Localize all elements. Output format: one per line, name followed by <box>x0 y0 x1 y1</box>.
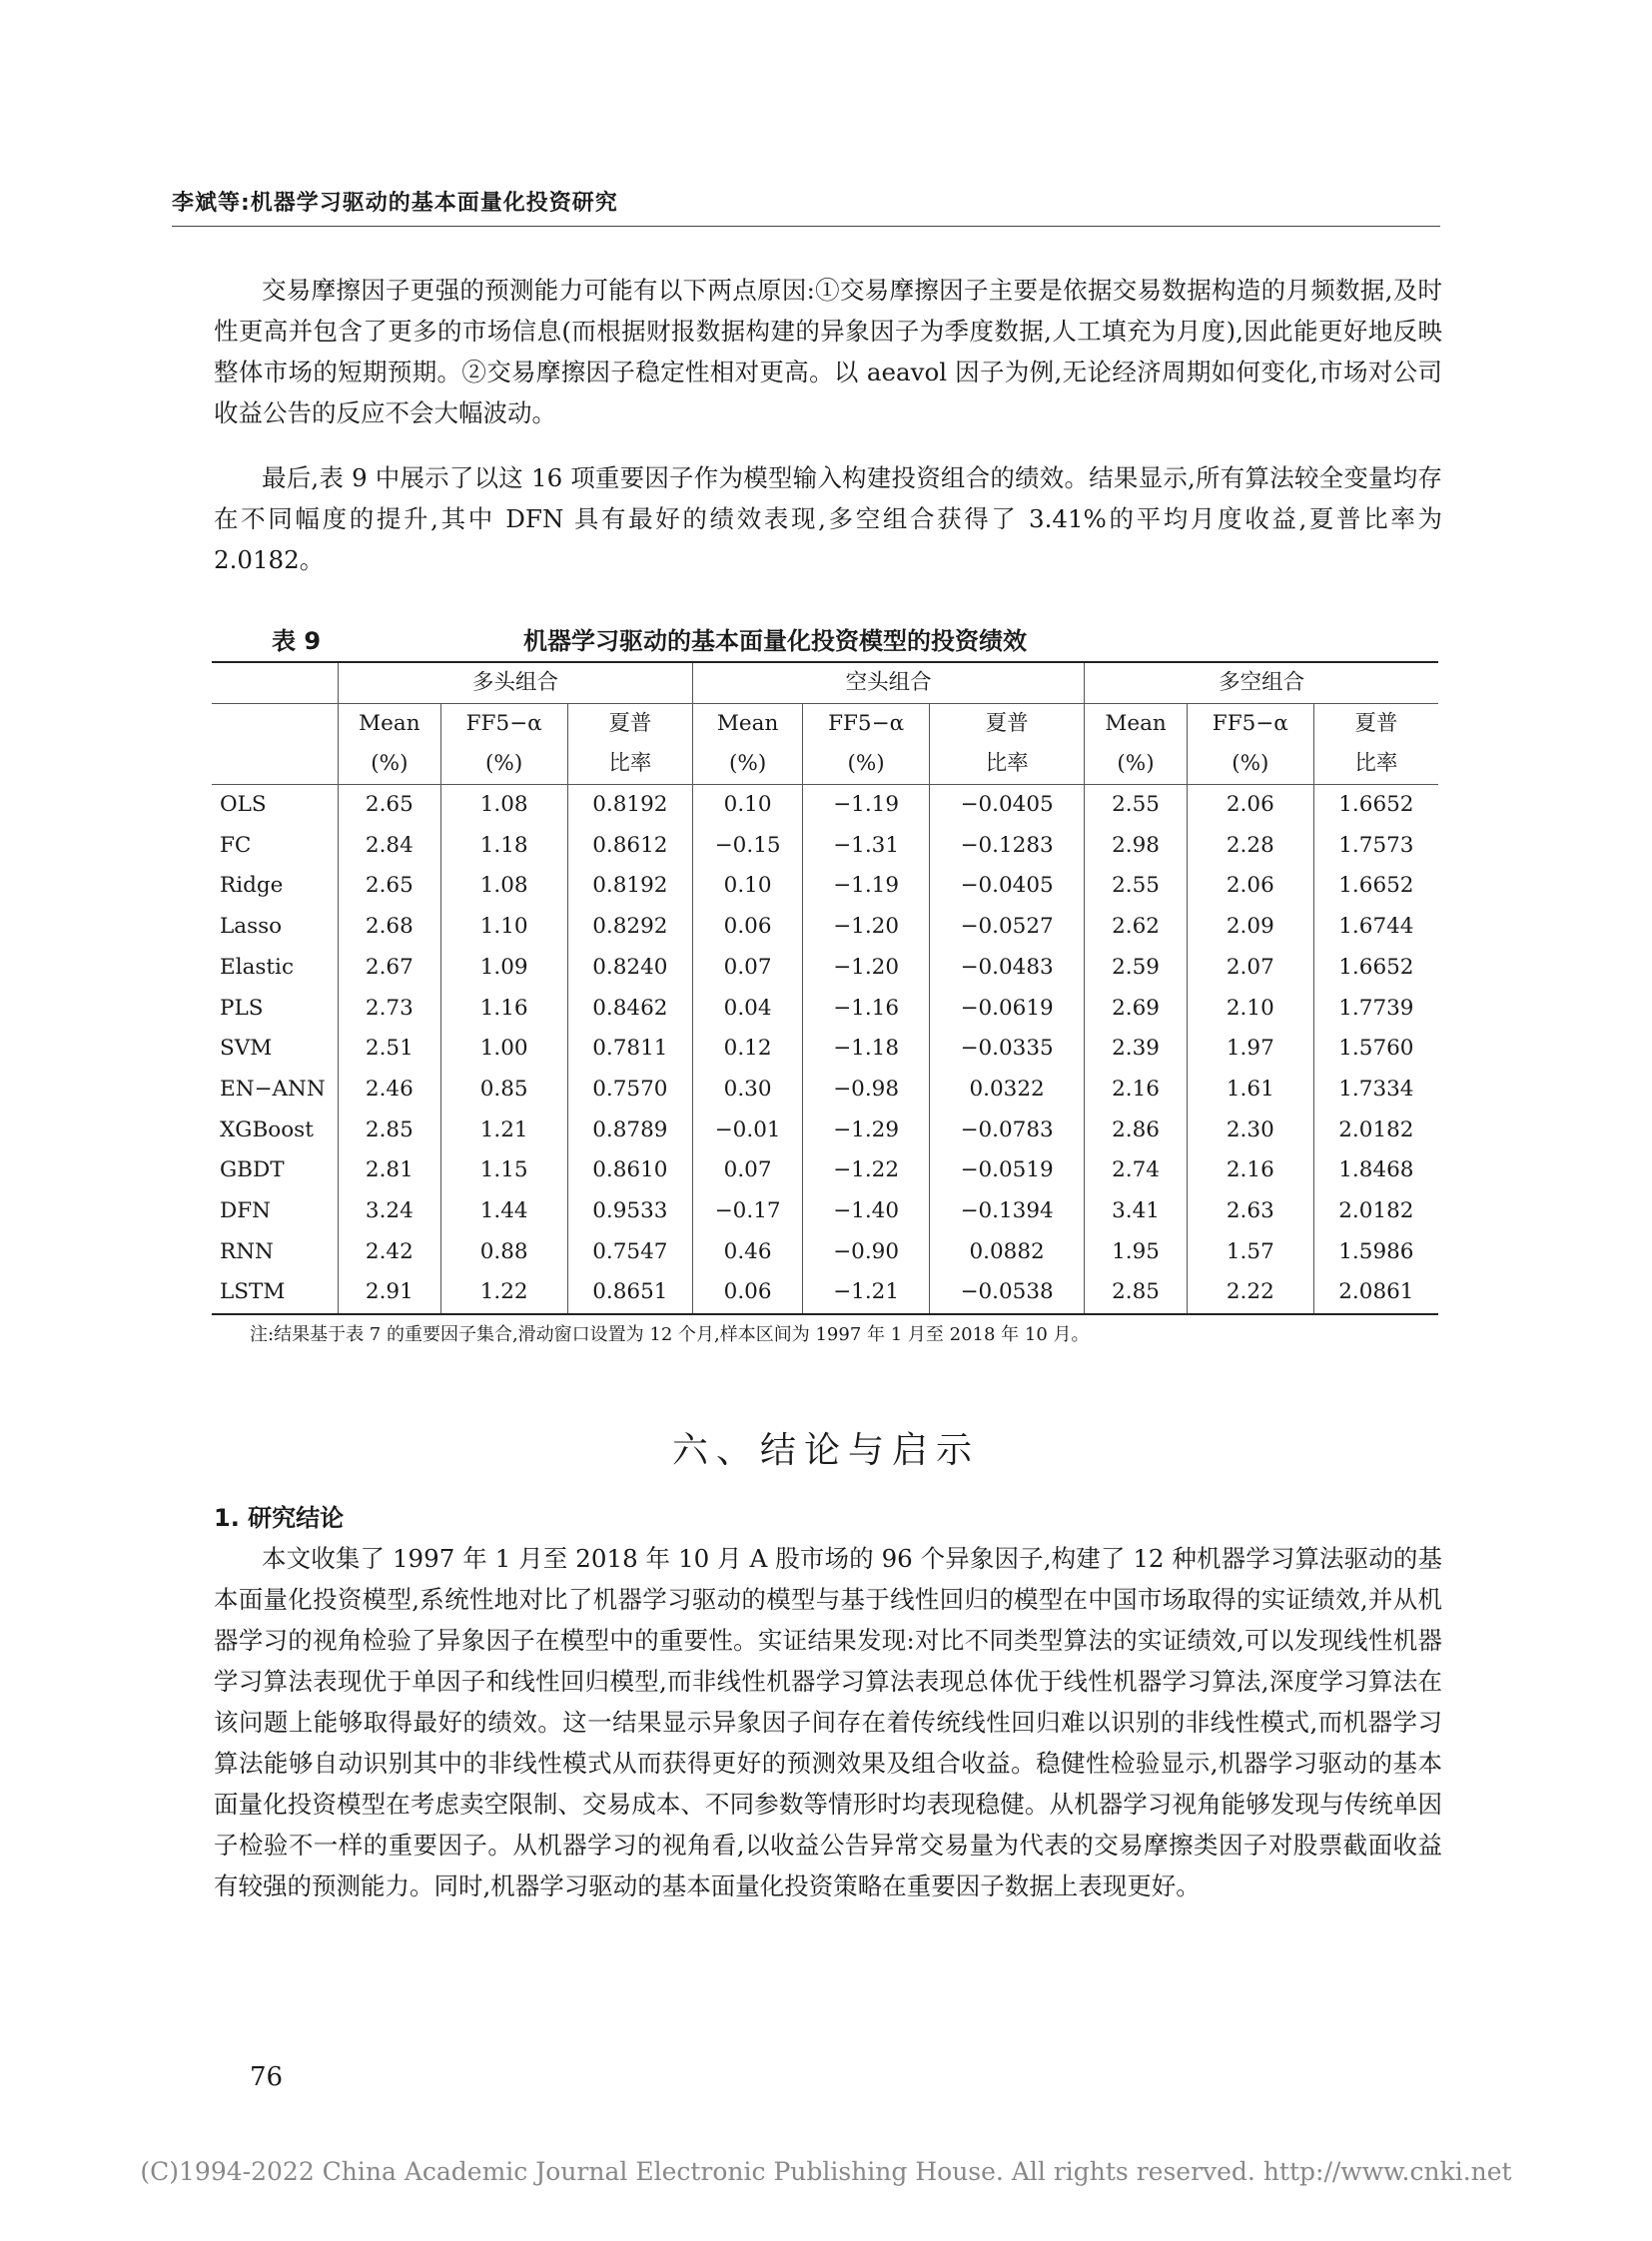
table-cell: 1.08 <box>440 866 567 907</box>
col-header: 夏普 <box>567 704 692 745</box>
table-cell: −0.0527 <box>930 907 1085 948</box>
col-header: Mean <box>339 704 441 745</box>
table-cell: 2.69 <box>1085 989 1188 1030</box>
table-cell: −0.15 <box>693 826 803 867</box>
col-unit: (%) <box>693 744 803 785</box>
table-cell: 0.10 <box>693 866 803 907</box>
col-unit: (%) <box>339 744 441 785</box>
table-cell: 1.22 <box>440 1272 567 1314</box>
table-row <box>212 907 1438 948</box>
table-row <box>212 1191 1438 1232</box>
table-cell: −0.0405 <box>930 785 1085 826</box>
table-cell: −0.0783 <box>930 1111 1085 1151</box>
table-cell: 0.7570 <box>567 1070 692 1111</box>
row-model-name: GBDT <box>220 1157 285 1183</box>
table-cell: 2.65 <box>339 866 441 907</box>
row-model-name: Lasso <box>220 914 283 940</box>
table-cell: 2.68 <box>339 907 441 948</box>
table-cell: −1.18 <box>803 1029 930 1070</box>
table-row <box>212 785 1438 826</box>
table-cell: 1.10 <box>440 907 567 948</box>
table-row <box>212 1272 1438 1314</box>
row-model-name: Elastic <box>220 954 294 980</box>
table-cell: −0.0483 <box>930 948 1085 989</box>
table-cell: 1.5760 <box>1313 1029 1438 1070</box>
table-cell: 1.57 <box>1187 1232 1313 1273</box>
row-model-name: FC <box>220 832 252 858</box>
table-cell: 0.8610 <box>567 1150 692 1191</box>
table-cell: 2.63 <box>1187 1191 1313 1232</box>
table-cell: 0.06 <box>693 907 803 948</box>
row-model-name: OLS <box>220 792 267 817</box>
table-row <box>212 1029 1438 1070</box>
table-cell: 2.85 <box>1085 1272 1188 1314</box>
section-title: 六、结论与启示 <box>671 1430 980 1471</box>
table-cell: 0.85 <box>440 1070 567 1111</box>
table-cell: 0.8651 <box>567 1272 692 1314</box>
table-group-header-row <box>212 662 1438 704</box>
table-cell: −1.19 <box>803 866 930 907</box>
table-row <box>212 1111 1438 1151</box>
col-unit: (%) <box>1085 744 1188 785</box>
table-cell: 0.7811 <box>567 1029 692 1070</box>
col-header: Mean <box>1085 704 1188 745</box>
row-model-name: SVM <box>220 1036 273 1062</box>
table-cell: 0.88 <box>440 1232 567 1273</box>
table-cell: −0.0519 <box>930 1150 1085 1191</box>
table-column-header-row-1 <box>212 704 1438 745</box>
table-cell: 2.98 <box>1085 826 1188 867</box>
table-cell: 1.6744 <box>1313 907 1438 948</box>
table-cell: 1.7739 <box>1313 989 1438 1030</box>
table-row <box>212 989 1438 1030</box>
table-cell: 2.59 <box>1085 948 1188 989</box>
col-header: FF5−α <box>1187 704 1313 745</box>
table-cell: 0.8240 <box>567 948 692 989</box>
table-cell: 2.10 <box>1187 989 1313 1030</box>
table-cell: 2.0182 <box>1313 1111 1438 1151</box>
table-cell: −1.29 <box>803 1111 930 1151</box>
page-number: 76 <box>250 2062 284 2092</box>
table-cell: 1.5986 <box>1313 1232 1438 1273</box>
table-number: 表 9 <box>272 627 322 655</box>
table-row <box>212 866 1438 907</box>
table-cell: −1.19 <box>803 785 930 826</box>
table-cell: 0.06 <box>693 1272 803 1314</box>
table-cell: 2.39 <box>1085 1029 1188 1070</box>
table-cell: −1.20 <box>803 948 930 989</box>
table-cell: 2.0182 <box>1313 1191 1438 1232</box>
col-header: Mean <box>693 704 803 745</box>
row-model-name: Ridge <box>220 873 284 899</box>
table-cell: 0.8192 <box>567 785 692 826</box>
table-cell: 0.10 <box>693 785 803 826</box>
subsection-title: 1. 研究结论 <box>214 1504 345 1532</box>
body-paragraph-1: 交易摩擦因子更强的预测能力可能有以下两点原因:①交易摩擦因子主要是依据交易数据构造的月频数据,及时性更高并包含了更多的市场信息(而根据财报数据构建的异象因子为季度数据,人工填充为月度),因此能更好地反映整体市场的短期预期。②交易摩擦因子稳定性相对更高。以 aeavol 因子为例,无论经济周期如何变化,市场对公司收益公告的反应不会大幅波动。 <box>214 276 1442 427</box>
table-cell: −0.90 <box>803 1232 930 1273</box>
table-cell: 2.0861 <box>1313 1272 1438 1314</box>
table-cell: 1.7334 <box>1313 1070 1438 1111</box>
table-cell: −0.17 <box>693 1191 803 1232</box>
table-cell: −0.0619 <box>930 989 1085 1030</box>
table-cell: −0.1283 <box>930 826 1085 867</box>
col-unit: (%) <box>1187 744 1313 785</box>
table-cell: 0.07 <box>693 948 803 989</box>
table-cell: 1.18 <box>440 826 567 867</box>
table-cell: 0.8612 <box>567 826 692 867</box>
table-cell: 2.65 <box>339 785 441 826</box>
table-cell: 1.7573 <box>1313 826 1438 867</box>
table-cell: 2.55 <box>1085 866 1188 907</box>
table-cell: 2.91 <box>339 1272 441 1314</box>
table-cell: 1.00 <box>440 1029 567 1070</box>
table-row <box>212 826 1438 867</box>
copyright-footer: (C)1994-2022 China Academic Journal Electronic Publishing House. All rights reserved. http://www.cnki.net <box>140 2157 1512 2186</box>
row-model-name: DFN <box>220 1198 271 1224</box>
table-cell: 1.6652 <box>1313 948 1438 989</box>
table-cell: 2.06 <box>1187 866 1313 907</box>
table-cell: 2.62 <box>1085 907 1188 948</box>
table-corner-cell <box>212 662 339 704</box>
group-short: 空头组合 <box>693 662 1085 704</box>
col-header: 夏普 <box>930 704 1085 745</box>
table-cell: 2.16 <box>1187 1150 1313 1191</box>
table-cell: −1.20 <box>803 907 930 948</box>
table-cell: 2.73 <box>339 989 441 1030</box>
col-unit: 比率 <box>567 744 692 785</box>
running-head: 李斌等:机器学习驱动的基本面量化投资研究 <box>172 191 618 216</box>
row-model-name: PLS <box>220 995 264 1021</box>
table-cell: 2.74 <box>1085 1150 1188 1191</box>
table-cell: 2.55 <box>1085 785 1188 826</box>
table-cell: 2.28 <box>1187 826 1313 867</box>
table-cell: 2.86 <box>1085 1111 1188 1151</box>
col-unit: (%) <box>803 744 930 785</box>
table-cell: 0.7547 <box>567 1232 692 1273</box>
col-header: 夏普 <box>1313 704 1438 745</box>
table-body <box>212 785 1438 1315</box>
table-row <box>212 1150 1438 1191</box>
table-caption <box>172 621 1440 653</box>
table-cell: 1.95 <box>1085 1232 1188 1273</box>
table-cell: 1.97 <box>1187 1029 1313 1070</box>
table-cell: 0.46 <box>693 1232 803 1273</box>
results-table <box>212 661 1438 1315</box>
table-cell: 0.8292 <box>567 907 692 948</box>
table-cell: 0.8789 <box>567 1111 692 1151</box>
table-cell: 2.09 <box>1187 907 1313 948</box>
table-cell: 2.67 <box>339 948 441 989</box>
table-cell: 2.22 <box>1187 1272 1313 1314</box>
table-row <box>212 1070 1438 1111</box>
table-note: 注:结果基于表 7 的重要因子集合,滑动窗口设置为 12 个月,样本区间为 1997 年 1 月至 2018 年 10 月。 <box>250 1324 1090 1345</box>
table-cell: 3.24 <box>339 1191 441 1232</box>
table-cell: 1.09 <box>440 948 567 989</box>
table-cell: 2.06 <box>1187 785 1313 826</box>
table-cell: 0.0882 <box>930 1232 1085 1273</box>
table-cell: −0.01 <box>693 1111 803 1151</box>
table-cell: 0.8192 <box>567 866 692 907</box>
table-cell: 3.41 <box>1085 1191 1188 1232</box>
table-cell: −0.0405 <box>930 866 1085 907</box>
table-cell: 1.61 <box>1187 1070 1313 1111</box>
table-cell: 1.8468 <box>1313 1150 1438 1191</box>
table-cell: 1.16 <box>440 989 567 1030</box>
table-cell: −0.98 <box>803 1070 930 1111</box>
table-cell: 0.0322 <box>930 1070 1085 1111</box>
row-model-name: EN−ANN <box>220 1076 326 1102</box>
col-unit: (%) <box>440 744 567 785</box>
body-paragraph-2: 最后,表 9 中展示了以这 16 项重要因子作为模型输入构建投资组合的绩效。结果显示,所有算法较全变量均存在不同幅度的提升,其中 DFN 具有最好的绩效表现,多空组合获得了 3.41%的平均月度收益,夏普比率为 2.0182。 <box>214 463 1442 574</box>
table-cell: 2.51 <box>339 1029 441 1070</box>
table-cell: −0.0335 <box>930 1029 1085 1070</box>
table-cell: 2.07 <box>1187 948 1313 989</box>
header-rule <box>172 226 1440 227</box>
table-cell: 0.07 <box>693 1150 803 1191</box>
table-cell: 1.21 <box>440 1111 567 1151</box>
table-cell: −1.40 <box>803 1191 930 1232</box>
table-cell: 0.9533 <box>567 1191 692 1232</box>
table-cell: 1.6652 <box>1313 866 1438 907</box>
table-cell: 2.42 <box>339 1232 441 1273</box>
table-cell: −1.16 <box>803 989 930 1030</box>
table-cell: 2.81 <box>339 1150 441 1191</box>
table-column-header-row-2 <box>212 744 1438 785</box>
table-cell: −1.31 <box>803 826 930 867</box>
table-cell: −1.21 <box>803 1272 930 1314</box>
table-cell: −0.0538 <box>930 1272 1085 1314</box>
col-header: FF5−α <box>803 704 930 745</box>
table-cell: 1.44 <box>440 1191 567 1232</box>
conclusion-paragraph: 本文收集了 1997 年 1 月至 2018 年 10 月 A 股市场的 96 个异象因子,构建了 12 种机器学习算法驱动的基本面量化投资模型,系统性地对比了机器学习驱动的模型与基于线性回归的模型在中国市场取得的实证绩效,并从机器学习的视角检验了异象因子在模型中的重要性。实证结果发现:对比不同类型算法的实证绩效,可以发现线性机器学习算法表现优于单因子和线性回归模型,而非线性机器学习算法表现总体优于线性机器学习算法,深度学习算法在该问题上能够取得最好的绩效。这一结果显示异象因子间存在着传统线性回归难以识别的非线性模式,而机器学习算法能够自动识别其中的非线性模式从而获得更好的预测效果及组合收益。稳健性检验显示,机器学习驱动的基本面量化投资模型在考虑卖空限制、交易成本、不同参数等情形时均表现稳健。从机器学习视角能够发现与传统单因子检验不一样的重要因子。从机器学习的视角看,以收益公告异常交易量为代表的交易摩擦类因子对股票截面收益有较强的预测能力。同时,机器学习驱动的基本面量化投资策略在重要因子数据上表现更好。 <box>214 1544 1442 1900</box>
table-row <box>212 948 1438 989</box>
table-cell: −0.1394 <box>930 1191 1085 1232</box>
group-long-short: 多空组合 <box>1085 662 1438 704</box>
table-cell: 0.12 <box>693 1029 803 1070</box>
table-cell: 2.16 <box>1085 1070 1188 1111</box>
table-cell: 0.8462 <box>567 989 692 1030</box>
col-unit: 比率 <box>930 744 1085 785</box>
col-unit: 比率 <box>1313 744 1438 785</box>
table-cell: −1.22 <box>803 1150 930 1191</box>
row-model-name: LSTM <box>212 1272 339 1314</box>
table-title: 机器学习驱动的基本面量化投资模型的投资绩效 <box>523 627 1027 655</box>
table-row <box>212 1232 1438 1273</box>
table-cell: 2.30 <box>1187 1111 1313 1151</box>
table-cell: 1.6652 <box>1313 785 1438 826</box>
table-cell: 1.15 <box>440 1150 567 1191</box>
table-cell: 0.04 <box>693 989 803 1030</box>
table-cell: 1.08 <box>440 785 567 826</box>
table-cell: 0.30 <box>693 1070 803 1111</box>
table-cell: 2.46 <box>339 1070 441 1111</box>
row-model-name: RNN <box>220 1238 274 1264</box>
table-cell: 2.84 <box>339 826 441 867</box>
row-model-name: XGBoost <box>220 1117 314 1142</box>
group-long: 多头组合 <box>339 662 693 704</box>
col-header: FF5−α <box>440 704 567 745</box>
table-cell: 2.85 <box>339 1111 441 1151</box>
